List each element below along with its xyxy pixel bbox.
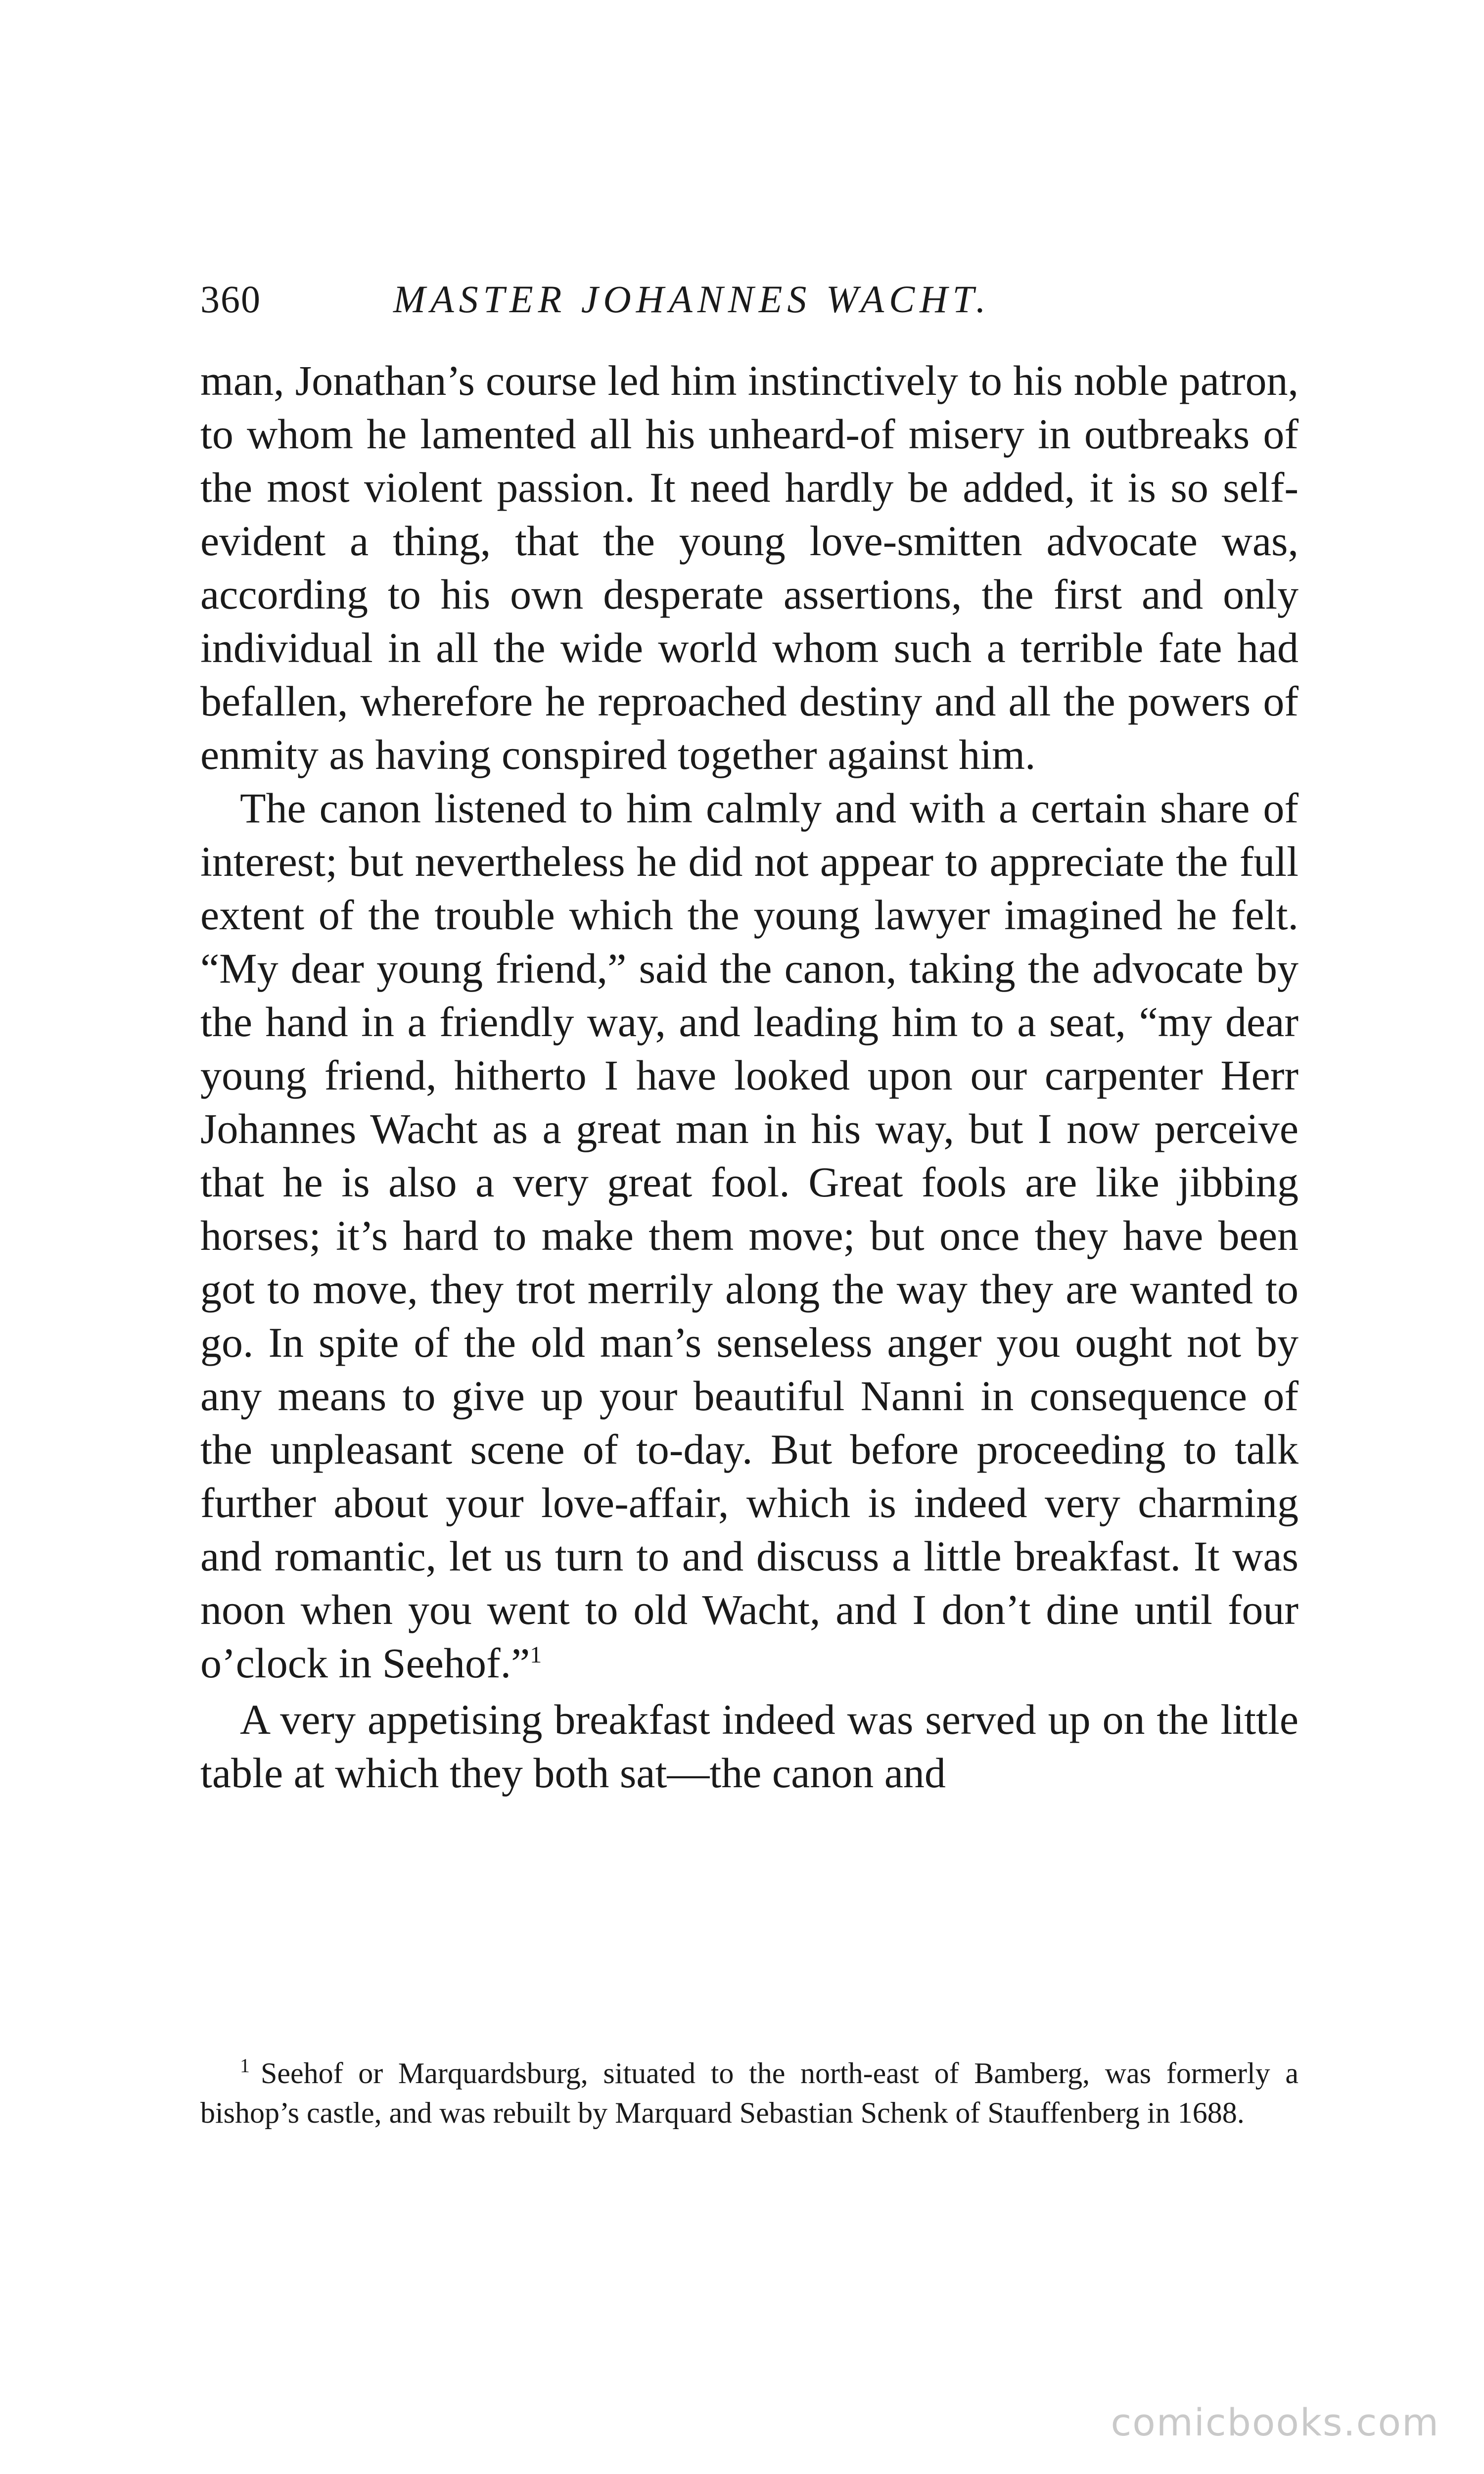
paragraph-continuation: man, Jonathan’s course led him instinctively to his noble patron, to whom he lamented all his unheard-of misery in outbreaks of the most violent passion. It need hardly be added, it is so self-evident a thing, that the young love-smitten advocate was, according to his own desperate assertions, the first and only individual in all the wide world whom such a terrible fate had befallen, wherefore he reproached destiny and all the powers of enmity as having conspired together against him. <box>200 357 1298 778</box>
footnote-mark: 1 <box>240 2054 250 2077</box>
running-title: MASTER JOHANNES WACHT. <box>393 278 991 321</box>
body-text <box>200 354 1298 1800</box>
watermark: comicbooks.com <box>1111 2400 1439 2444</box>
paragraph-canon-reply-text: The canon listened to him calmly and with a certain share of interest; but nevertheless he did not appear to appreciate the full extent of the trouble which the young lawyer imagined he felt. “My dear young friend,” said the canon, taking the advocate by the hand in a friendly way, and leading him to a seat, “my dear young friend, hitherto I have looked upon our carpenter Herr Johannes Wacht as a great man in his way, but I now perceive that he is also a very great fool. Great fools are like jibbing horses; it’s hard to make them move; but once they have been got to move, they trot merrily along the way they are wanted to go. In spite of the old man’s senseless anger you ought not by any means to give up your beautiful Nanni in consequence of the unpleasant scene of to-day. But before proceeding to talk further about your love-affair, which is indeed very charming and romantic, let us turn to and discuss a little breakfast. It was noon when you went to old Wacht, and I don’t dine until four o’clock in Seehof.” <box>200 784 1298 1687</box>
page-number: 360 <box>200 278 261 321</box>
paragraph-breakfast: A very appetising breakfast indeed was served up on the little table at which they both sat—the canon and <box>200 1696 1298 1797</box>
running-head <box>200 277 1298 332</box>
footnote-body <box>200 2053 1298 2133</box>
paragraph-canon-reply <box>200 781 1298 1690</box>
footnote <box>200 2053 1298 2133</box>
footnote-text: Seehof or Marquardsburg, situated to the north-east of Bamberg, was formerly a bishop’s castle, and was rebuilt by Marquard Sebastian Schenk of Stauffenberg in 1688. <box>200 2057 1298 2129</box>
footnote-reference[interactable]: 1 <box>530 1642 542 1668</box>
